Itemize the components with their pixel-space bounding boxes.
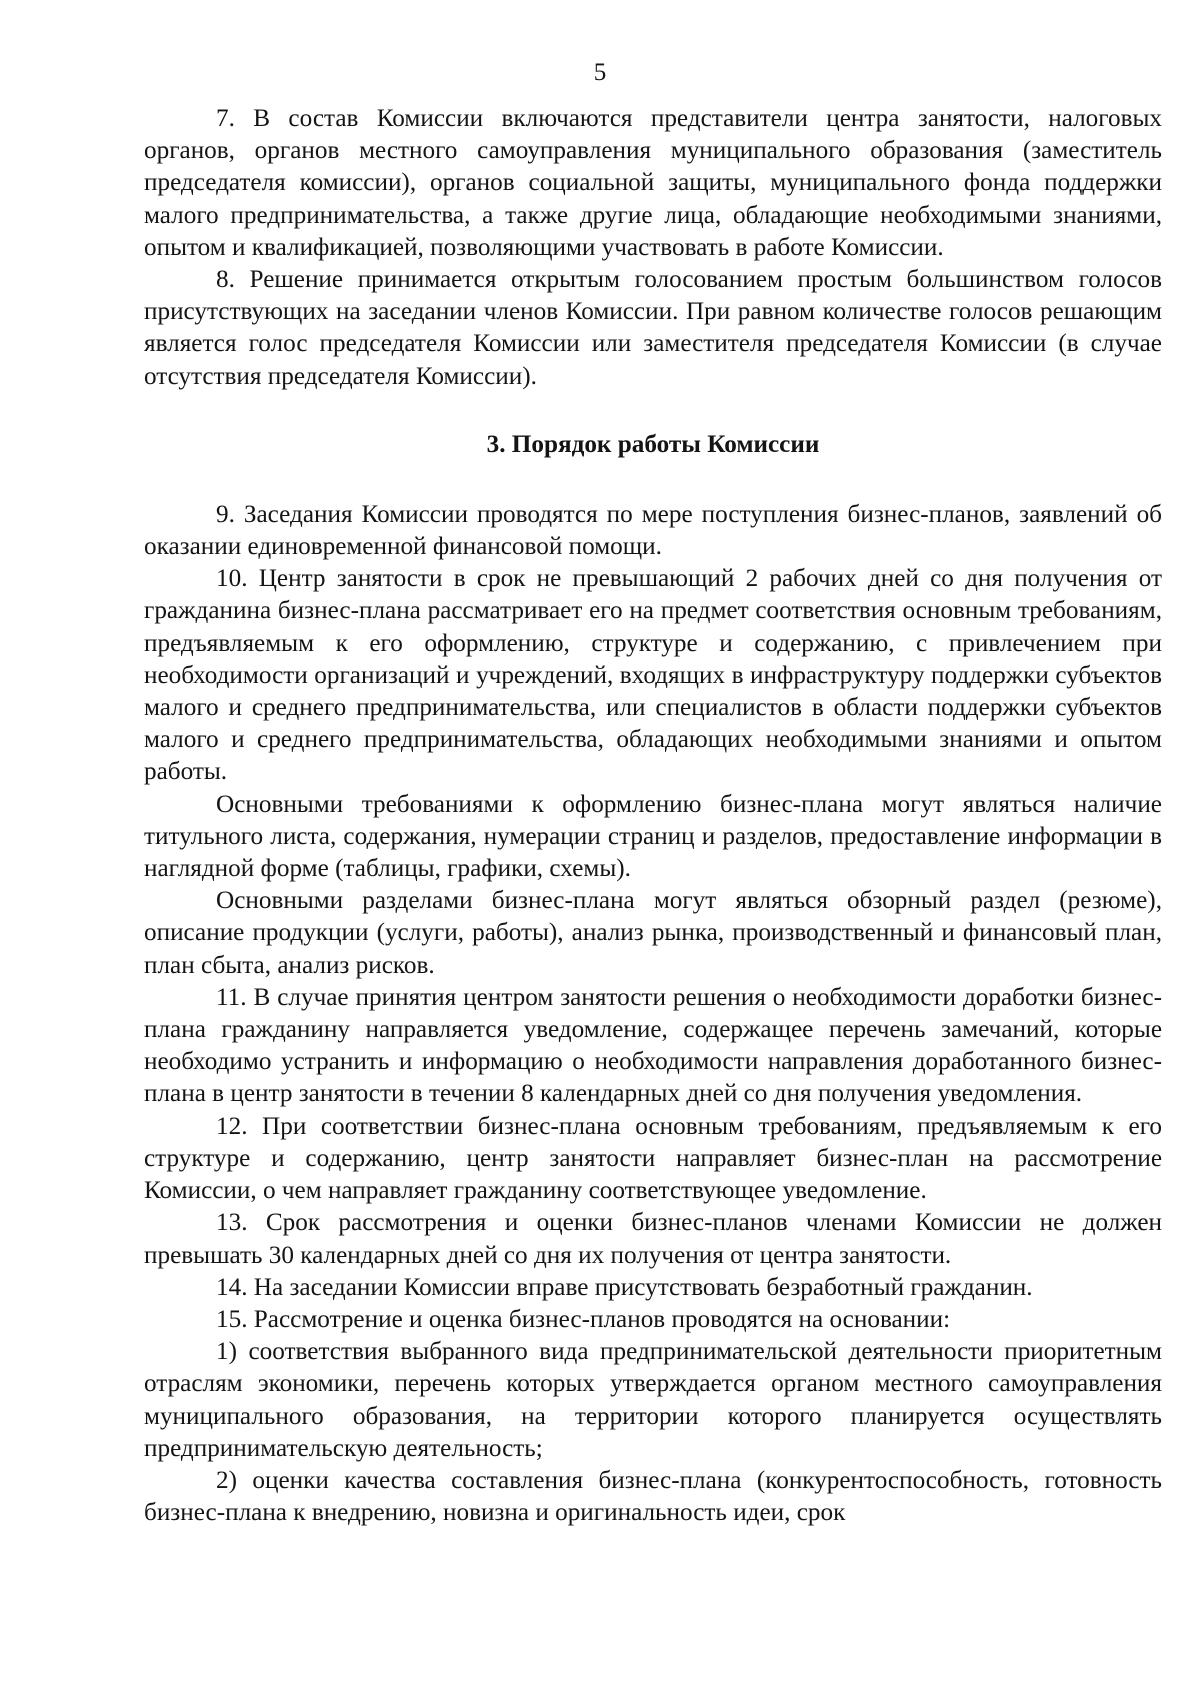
paragraph-8: 8. Решение принимается открытым голосованием простым большинством голосов присутствующих на заседании членов Комиссии. При равном количестве голосов решающим является голос председателя Комиссии или заместителя председателя Комиссии (в случае отсутствия председателя Комиссии). — [144, 266, 1162, 390]
paragraph-plan-sections: Основными разделами бизнес-плана могут являться обзорный раздел (резюме), описание продукции (услуги, работы), анализ рынка, производственный и финансовый план, план сбыта, анализ рисков. — [144, 887, 1162, 979]
list-item-2: 2) оценки качества составления бизнес-плана (конкурентоспособность, готовность бизнес-плана к внедрению, новизна и оригинальность идеи, срок — [144, 1466, 1162, 1527]
paragraph-11: 11. В случае принятия центром занятости решения о необходимости доработки бизнес-плана гражданину направляется уведомление, содержащее перечень замечаний, которые необходимо устранить и информацию о необходимости направления доработанного бизнес-плана в центр занятости в течении 8 календарных дней со дня получения уведомления. — [144, 983, 1162, 1108]
paragraph-formatting-requirements: Основными требованиями к оформлению бизнес-плана могут являться наличие титульного листа, содержания, нумерации страниц и разделов, предоставление информации в наглядной форме (таблицы, графики, схемы). — [144, 790, 1162, 883]
list-item-1: 1) соответствия выбранного вида предпринимательской деятельности приоритетным отраслям экономики, перечень которых утверждается органом местного самоуправления муниципального образования, на территории которого планируется осуществлять предпринимательскую деятельность; — [144, 1338, 1162, 1462]
section-title: 3. Порядок работы Комиссии — [486, 430, 820, 458]
paragraph-13: 13. Срок рассмотрения и оценки бизнес-планов членами Комиссии не должен превышать 30 календарных дней со дня их получения от центра занятости. — [144, 1209, 1162, 1269]
paragraph-12: 12. При соответствии бизнес-плана основным требованиям, предъявляемым к его структуре и содержанию, центр занятости направляет бизнес-план на рассмотрение Комиссии, о чем направляет гражданину соответствующее уведомление. — [144, 1112, 1162, 1205]
paragraph-15: 15. Рассмотрение и оценка бизнес-планов проводятся на основании: — [216, 1305, 951, 1333]
paragraph-14: 14. На заседании Комиссии вправе присутствовать безработный гражданин. — [216, 1273, 1033, 1301]
paragraph-9: 9. Заседания Комиссии проводятся по мере поступления бизнес-планов, заявлений об оказании единовременной финансовой помощи. — [144, 500, 1162, 561]
paragraph-7: 7. В состав Комиссии включаются представители центра занятости, налоговых органов, органов местного самоуправления муниципального образования (заместитель председателя комиссии), органов социальной защиты, муниципального фонда поддержки малого предпринимательства, а также другие лица, обладающие необходимыми знаниями, опытом и квалификацией, позволяющими участвовать в работе Комиссии. — [144, 105, 1162, 261]
paragraph-10: 10. Центр занятости в срок не превышающий 2 рабочих дней со дня получения от гражданина бизнес-плана рассматривает его на предмет соответствия основным требованиям, предъявляемым к его оформлению, структуре и содержанию, с привлечением при необходимости организаций и учреждений, входящих в инфраструктуру поддержки субъектов малого и среднего предпринимательства, или специалистов в области поддержки субъектов малого и среднего предпринимательства, обладающих необходимыми знаниями и опытом работы. — [144, 565, 1162, 786]
page-number: 5 — [593, 59, 607, 86]
document-body — [144, 103, 1162, 1529]
